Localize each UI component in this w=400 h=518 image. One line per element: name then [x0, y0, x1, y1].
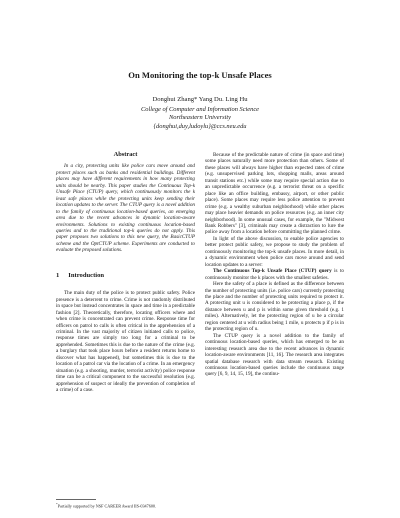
author-names: Donghui Zhang* Yang Du. Ling Hu [152, 96, 248, 103]
author-block [0, 96, 400, 131]
problem-statement-rest: is to continuously monitor the k places with the smallest safeties. [205, 268, 344, 281]
abstract-heading: Abstract [113, 151, 138, 158]
author-email: {donghui,duy,ludoylu}@ccs.neu.edu [153, 122, 247, 130]
left-column [56, 152, 195, 394]
university: Northeastern University [169, 114, 231, 122]
footnote [56, 499, 195, 508]
intro-paragraph-1: The main duty of the police is to protect public safety. Police presence is a deterrent to crime. Crime is not randomly distributed in space but instead concentrates in space and time in a predictable fashion [2]. Theoretically, therefore, locating officers where and when crime is concentrated can prevent crime. Response time for officers on patrol to calls is often critical in the apprehension of a criminal. In the vast majority of citizen initiated calls to police, response times are simply too long for a criminal to be apprehended. Sometimes this is due to the nature of the crime (e.g. a burglary that took place hours before a resident returns home to discover what has happened), but sometimes this is due to the location of a patrol car via the location of a crime. In an emergency situation (e.g. a shooting, murder, terrorist activity) police response time can be a critical component to the successful resolution (e.g. apprehension of suspect or ideally the prevention of completion of a crime) of a case. [56, 290, 195, 394]
affiliation: College of Computer and Information Science [140, 105, 260, 113]
section-number: 1 [56, 271, 60, 279]
section-title: Introduction [68, 271, 105, 279]
section-heading-introduction [56, 273, 195, 279]
body-paragraph-4: The CTUP query is a novel addition to the family of continuous location-based queries, which has emerged to be an interesting research area due to the recent advances in dynamic location-aware environments [11, 16]. The research area integrates spatial database research with data stream research. Existing continuous location-based queries include the continuous range query [6, 9, 14, 15, 19], the continu- [205, 332, 344, 378]
footnote-rule [56, 499, 96, 500]
body-paragraph-2: In light of the above discussion, to enable police agencies to better protect public safety, we propose to study the problem of continuously monitoring the top-k unsafe places. In more detail, in a dynamic environment when police cars move around and send location updates to a server: [205, 235, 344, 268]
footnote-mark: * [56, 502, 58, 506]
body-paragraph-1: Because of the predictable nature of crime (in space and time) some places naturally need more protection than others. Some of these places will always have higher than expected rates of crime (e.g. unsupervised parking lots, shopping malls, areas around transit stations etc.) while some may require special action due to an unpredictable occurrence (e.g. a terrorist threat on a specific place like an office building, embassy, airport, or other public place). Some places may require less police attention to prevent crime (e.g. a wealthy suburban neighborhood) while other places may place heavier demands on police resources (e.g. an inner city neighborhood). In some unusual cases, for example, the "Midwest Bank Robbers" [3], criminals may create a distraction to lure the police away from a location before committing the planned crime. [205, 152, 344, 236]
problem-statement [205, 268, 344, 281]
problem-statement-bold: The Continuous Top-k Unsafe Place (CTUP) query [213, 268, 332, 275]
body-paragraph-3: Here the safety of a place is defined as the difference between the number of protecting units (i.e. police cars) currently protecting the place and the number of protecting units required to protect it. A protecting unit u is considered to be protecting a place p, if the distance between u and p is within some given threshold (e.g. 1 miles). Alternatively, let the protecting region of u be a circular region centered at u with radius being 1 mile, u protects p if p is in the protecting region of u. [205, 281, 344, 333]
right-column [205, 152, 344, 378]
footnote-text: Partially supported by NSF CAREER Award IIS-0347600. [57, 503, 157, 509]
paper-title: On Monitoring the top-k Unsafe Places [128, 70, 272, 80]
abstract-text: In a city, protecting units like police cars move around and protect places such as banks and residential buildings. Different places may have different requirements in how many protecting units should be nearby. This paper studies the Continuous Top-k Unsafe Place (CTUP) query, which continuously monitors the k least safe places while the protecting units keep sending their location updates to the server. The CTUP query is a novel addition to the family of continuous location-based queries, an emerging area due to the recent advances in dynamic location-aware environments. Solutions to existing continuous location-based queries and to the traditional top-k queries do not apply. This paper proposes two solutions to this new query, the BasicCTUP scheme and the OptCTUP scheme. Experiments are conducted to evaluate the proposed solutions. [56, 163, 195, 254]
